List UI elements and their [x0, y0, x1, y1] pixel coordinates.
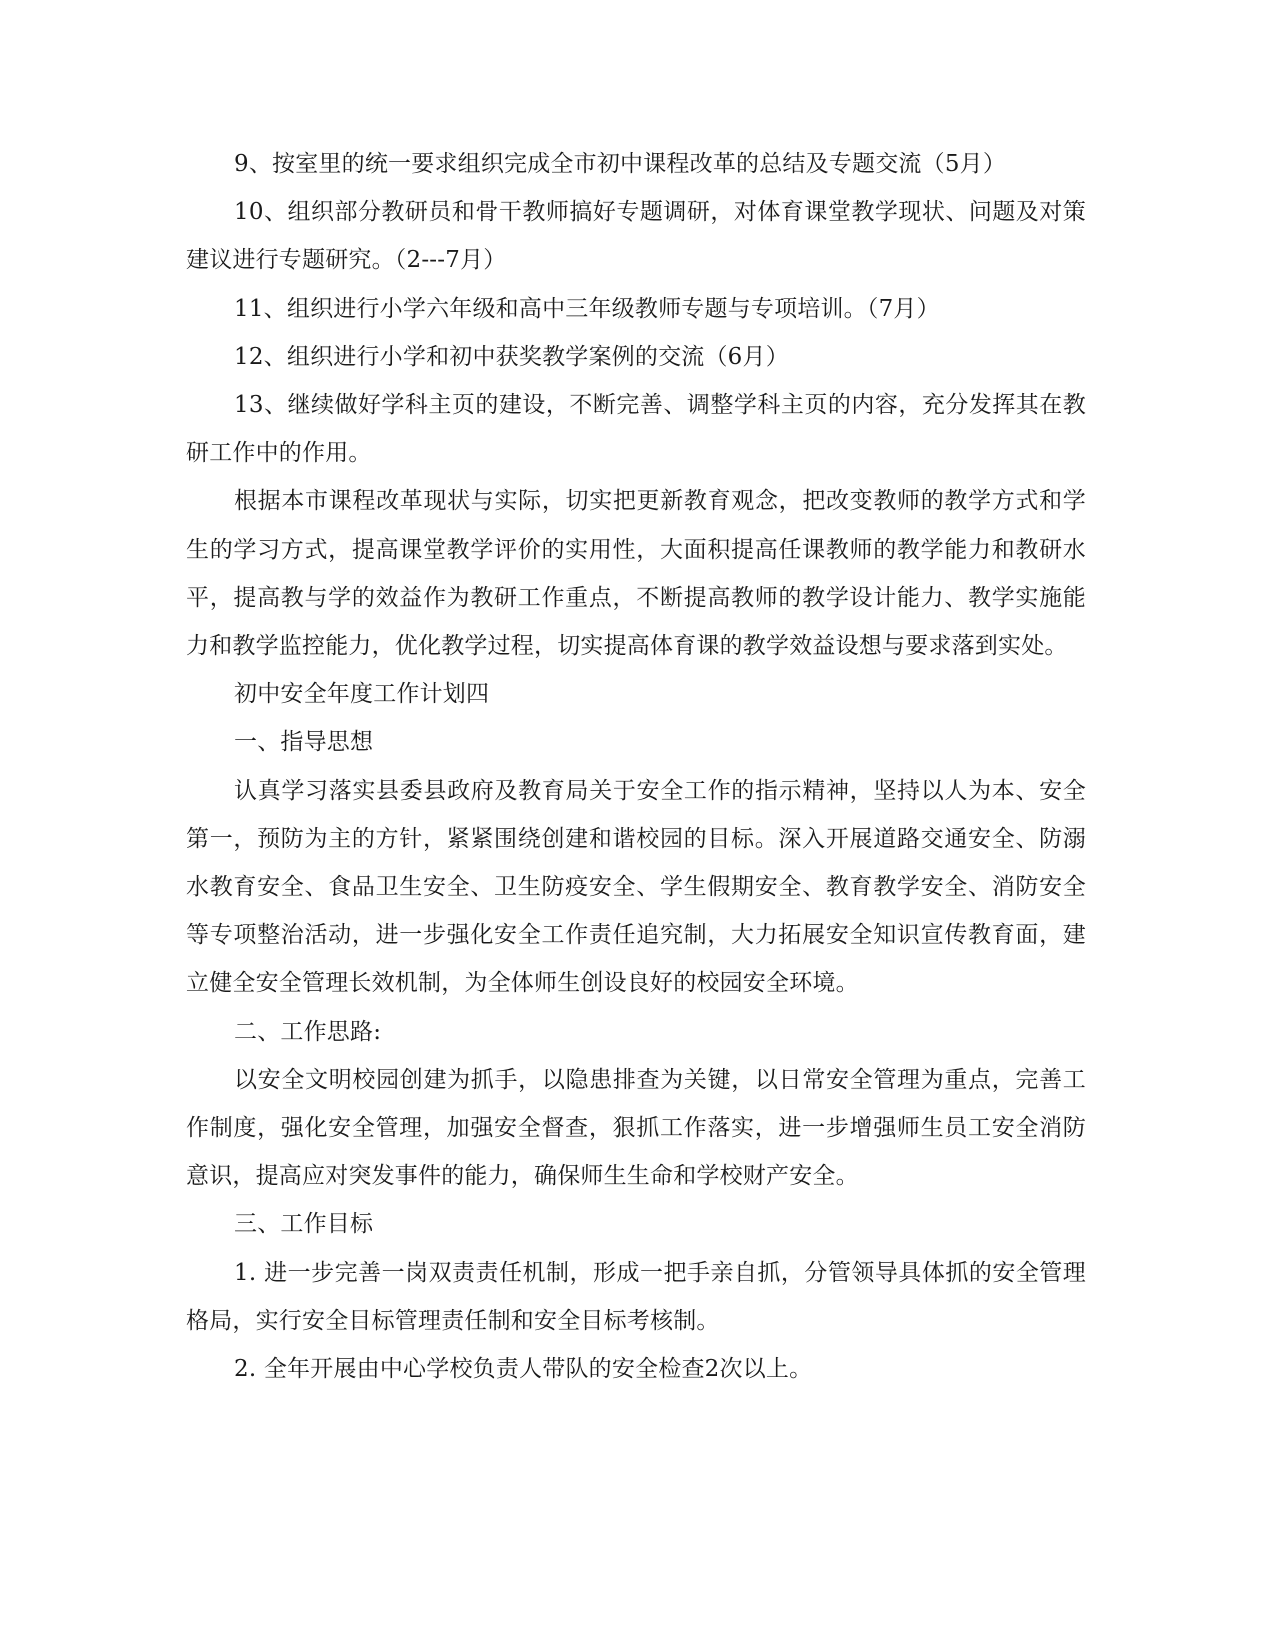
heading-work-goals: 三、工作目标	[234, 1211, 374, 1238]
paragraph-item-12: 12、组织进行小学和初中获奖教学案例的交流（6月）	[234, 343, 789, 370]
paragraph-item-9: 9、按室里的统一要求组织完成全市初中课程改革的总结及专题交流（5月）	[234, 151, 1007, 177]
work-approach-paragraph: 以安全文明校园创建为抓手，以隐患排查为关键，以日常安全管理为重点，完善工作制度，强化安全管理，加强安全督查，狠抓工作落实，进一步增强师生员工安全消防意识，提高应对突发事件的能力，确保师生生命和学校财产安全。	[186, 1066, 1086, 1190]
goal-item-2: 2. 全年开展由中心学校负责人带队的安全检查2次以上。	[234, 1356, 813, 1383]
heading-work-approach: 二、工作思路:	[234, 1018, 382, 1045]
heading-guiding-ideology: 一、指导思想	[234, 729, 374, 756]
goal-item-1: 1. 进一步完善一岗双责责任机制，形成一把手亲自抓，分管领导具体抓的安全管理格局，实行安全目标管理责任制和安全目标考核制。	[186, 1259, 1086, 1334]
summary-paragraph: 根据本市课程改革现状与实际，切实把更新教育观念，把改变教师的教学方式和学生的学习方式，提高课堂教学评价的实用性，大面积提高任课教师的教学能力和教研水平，提高教与学的效益作为教研工作重点，不断提高教师的教学设计能力、教学实施能力和教学监控能力，优化教学过程，切实提高体育课的教学效益设想与要求落到实处。	[186, 488, 1086, 660]
paragraph-item-10: 10、组织部分教研员和骨干教师搞好专题调研，对体育课堂教学现状、问题及对策建议进行专题研究。（2---7月）	[186, 199, 1086, 274]
paragraph-item-11: 11、组织进行小学六年级和高中三年级教师专题与专项培训。（7月）	[234, 295, 940, 322]
document-page	[186, 140, 1086, 1393]
guiding-ideology-paragraph: 认真学习落实县委县政府及教育局关于安全工作的指示精神，坚持以人为本、安全第一，预防为主的方针，紧紧围绕创建和谐校园的目标。深入开展道路交通安全、防溺水教育安全、食品卫生安全、卫生防疫安全、学生假期安全、教育教学安全、消防安全等专项整治活动，进一步强化安全工作责任追究制，大力拓展安全知识宣传教育面，建立健全安全管理长效机制，为全体师生创设良好的校园安全环境。	[186, 777, 1086, 997]
section-title: 初中安全年度工作计划四	[234, 681, 490, 708]
paragraph-item-13: 13、继续做好学科主页的建设，不断完善、调整学科主页的内容，充分发挥其在教研工作中的作用。	[186, 392, 1086, 467]
